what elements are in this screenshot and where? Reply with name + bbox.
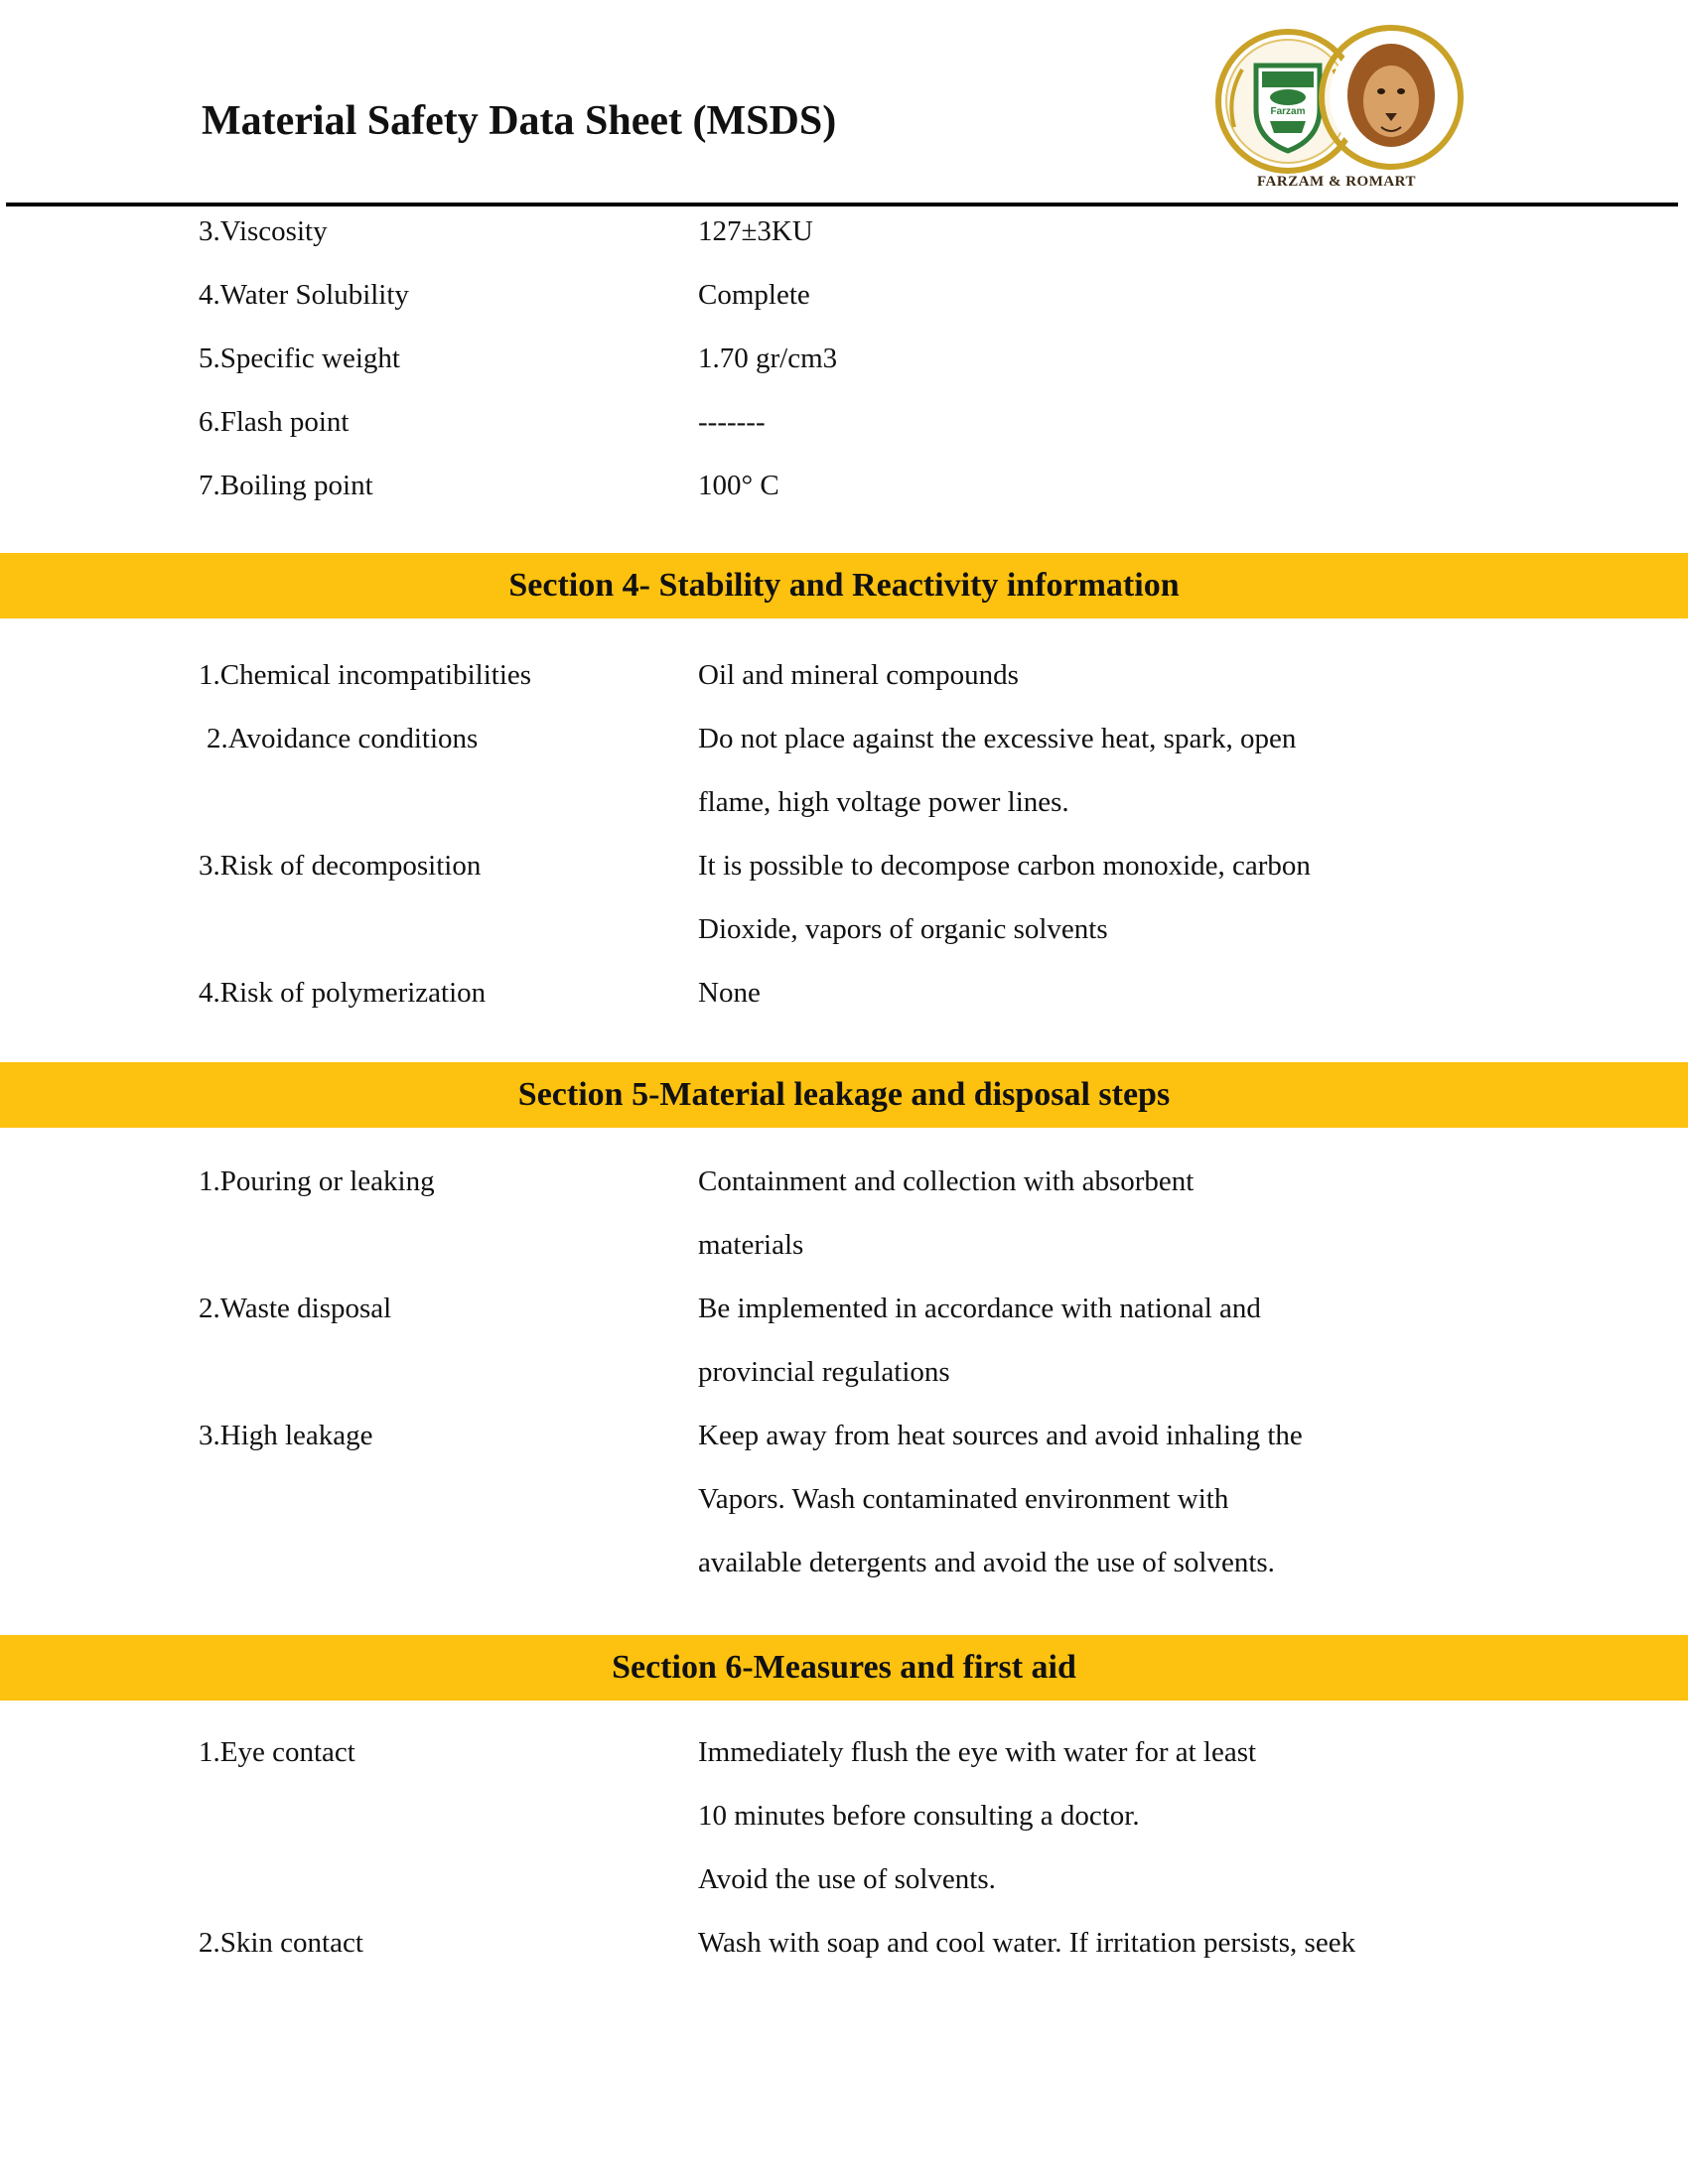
row-value-line: Be implemented in accordance with national and	[698, 1293, 1261, 1324]
property-value: 127±3KU	[698, 215, 813, 247]
row-label: 1.Chemical incompatibilities	[199, 659, 532, 691]
row-label: 1.Eye contact	[199, 1736, 355, 1768]
row-value-line: Immediately flush the eye with water for at least	[698, 1736, 1257, 1768]
property-label: 5.Specific weight	[199, 342, 400, 374]
row-label: 4.Risk of polymerization	[199, 977, 487, 1009]
row-value-line: available detergents and avoid the use of solvents.	[698, 1547, 1275, 1578]
row-value-line: Wash with soap and cool water. If irritation persists, seek	[698, 1927, 1356, 1959]
property-value: -------	[698, 406, 766, 438]
property-value: 1.70 gr/cm3	[698, 342, 838, 374]
row-label: 2.Waste disposal	[199, 1293, 392, 1324]
row-label: 2.Skin contact	[199, 1927, 363, 1959]
property-label: 7.Boiling point	[199, 470, 373, 501]
row-value-line: provincial regulations	[698, 1356, 950, 1388]
row-value-line: Keep away from heat sources and avoid inhaling the	[698, 1420, 1303, 1451]
row-value-line: None	[698, 977, 761, 1009]
row-value-line: Dioxide, vapors of organic solvents	[698, 913, 1108, 945]
farzam-romart-logo	[1206, 18, 1467, 199]
property-label: 4.Water Solubility	[199, 279, 409, 311]
row-label: 2.Avoidance conditions	[207, 723, 479, 754]
row-value-line: materials	[698, 1229, 804, 1261]
row-value-line: Avoid the use of solvents.	[698, 1863, 996, 1895]
row-label: 3.High leakage	[199, 1420, 373, 1451]
property-label: 6.Flash point	[199, 406, 350, 438]
section5-heading: Section 5-Material leakage and disposal steps	[0, 1062, 1688, 1128]
row-value-line: Vapors. Wash contaminated environment with	[698, 1483, 1229, 1515]
section6-heading: Section 6-Measures and first aid	[0, 1635, 1688, 1701]
row-label: 3.Risk of decomposition	[199, 850, 482, 882]
property-value: 100° C	[698, 470, 779, 501]
section4-heading: Section 4- Stability and Reactivity information	[0, 553, 1688, 618]
row-value-line: Do not place against the excessive heat, spark, open	[698, 723, 1297, 754]
row-value-line: Containment and collection with absorbent	[698, 1165, 1195, 1197]
row-value-line: It is possible to decompose carbon monoxide, carbon	[698, 850, 1311, 882]
property-label: 3.Viscosity	[199, 215, 328, 247]
svg-text:Farzam: Farzam	[1270, 106, 1306, 117]
row-value-line: Oil and mineral compounds	[698, 659, 1019, 691]
logo-caption: FARZAM & ROMART	[1256, 174, 1416, 190]
property-value: Complete	[698, 279, 810, 311]
page-title: Material Safety Data Sheet (MSDS)	[202, 98, 837, 144]
row-value-line: flame, high voltage power lines.	[698, 786, 1069, 818]
row-value-line: 10 minutes before consulting a doctor.	[698, 1800, 1140, 1832]
row-label: 1.Pouring or leaking	[199, 1165, 435, 1197]
